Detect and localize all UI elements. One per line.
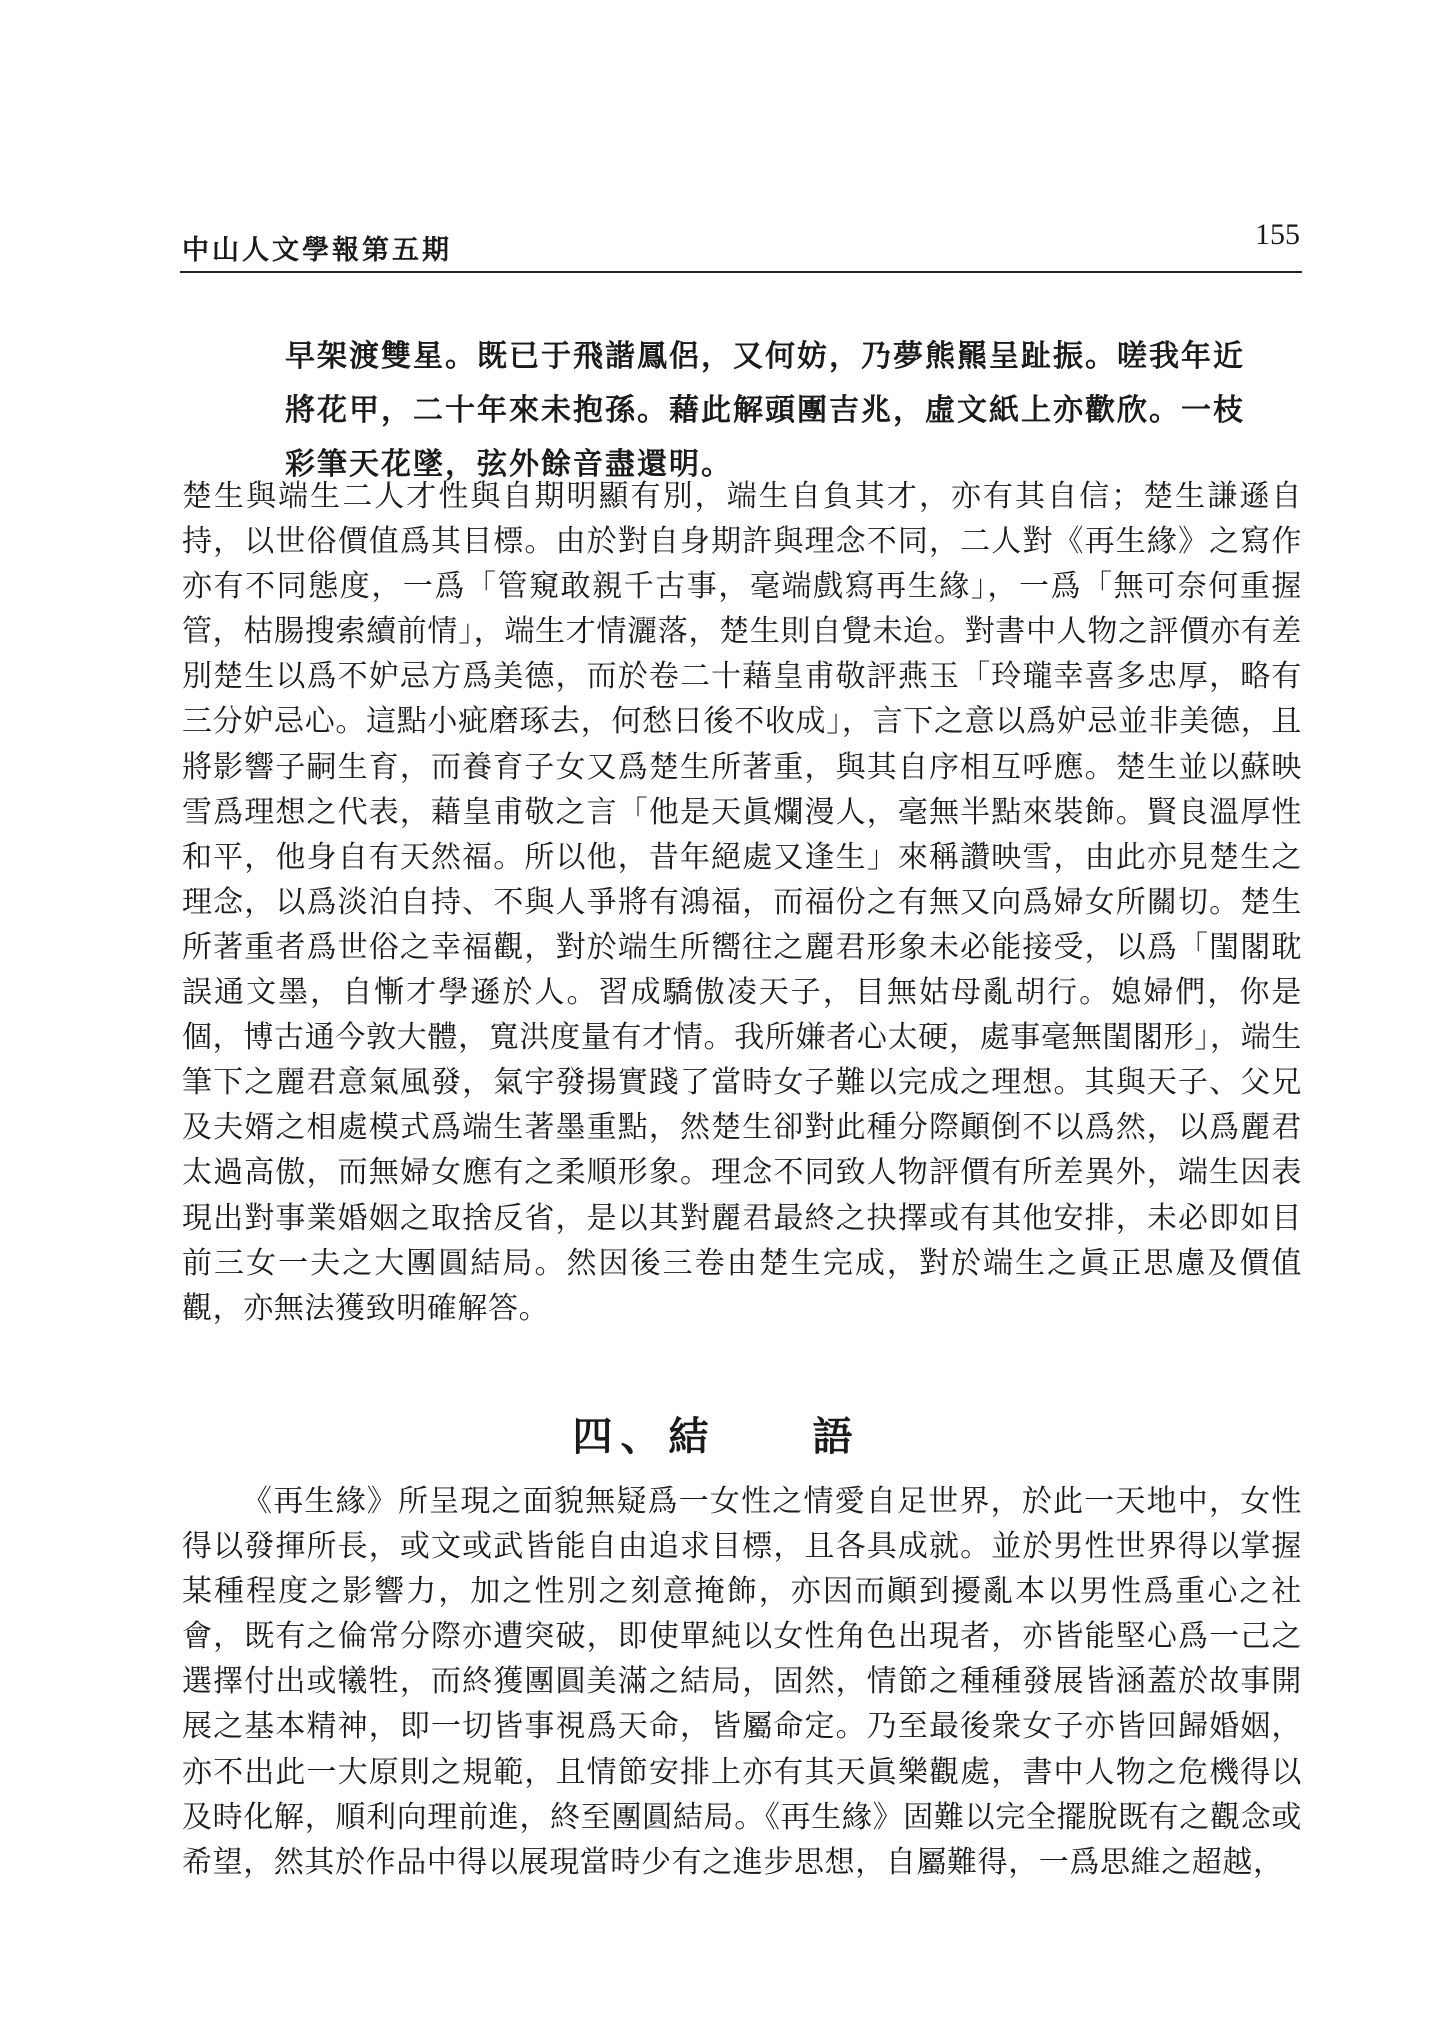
- page-number: 155: [1255, 218, 1300, 251]
- poem-line: 早架渡雙星。既已于飛諧鳳侶，又何妨，乃夢熊羆呈趾振。嗟我年近: [285, 339, 1245, 374]
- poem-line: 將花甲，二十年來未抱孫。藉此解頭團吉兆，虛文紙上亦歡欣。一枝: [285, 393, 1245, 428]
- journal-title: 中山人文學報第五期: [182, 235, 452, 266]
- body-paragraph-1: 楚生與端生二人才性與自期明顯有別，端生自負其才，亦有其自信；楚生謙遜自持，以世俗價值爲其目標。由於對自身期許與理念不同，二人對《再生緣》之寫作亦有不同態度，一爲「管窺敢親千古事，毫端戲寫再生緣」，一爲「無可奈何重握管，枯腸搜索續前情」，端生才情灑落，楚生則自覺未迨。對書中人物之評價亦有差別楚生以爲不妒忌方爲美德，而於卷二十藉皇甫敬評燕玉「玲瓏幸喜多忠厚，略有三分妒忌心。這點小疵磨琢去，何愁日後不收成」，言下之意以爲妒忌並非美德，且將影響子嗣生育，而養育子女又爲楚生所著重，與其自序相互呼應。楚生並以蘇映雪爲理想之代表，藉皇甫敬之言「他是天眞爛漫人，毫無半點來裝飾。賢良溫厚性和平，他身自有天然福。所以他，昔年絕處又逢生」來稱讚映雪，由此亦見楚生之理念，以爲淡泊自持、不與人爭將有鴻福，而福份之有無又向爲婦女所關切。楚生所著重者爲世俗之幸福觀，對於端生所嚮往之麗君形象未必能接受，以爲「閨閣耽誤通文墨，自慚才學遜於人。習成驕傲凌天子，目無姑母亂胡行。媳婦們，你是個，博古通今敦大體，寬洪度量有才情。我所嫌者心太硬，處事毫無閨閣形」，端生筆下之麗君意氣風發，氣宇發揚實踐了當時女子難以完成之理想。其與天子、父兄及夫婿之相處模式爲端生著墨重點，然楚生卻對此種分際顚倒不以爲然，以爲麗君太過高傲，而無婦女應有之柔順形象。理念不同致人物評價有所差異外，端生因表現出對事業婚姻之取捨反省，是以其對麗君最終之抉擇或有其他安排，未必即如目前三女一夫之大團圓結局。然因後三卷由楚生完成，對於端生之眞正思慮及價值觀，亦無法獲致明確解答。: [182, 479, 1302, 1326]
- body-paragraph-2: 《再生緣》所呈現之面貌無疑爲一女性之情愛自足世界，於此一天地中，女性得以發揮所長，或文或武皆能自由追求目標，且各具成就。並於男性世界得以掌握某種程度之影響力，加之性別之刻意掩飾，亦因而顚到擾亂本以男性爲重心之社會，既有之倫常分際亦遭突破，即使單純以女性角色出現者，亦皆能堅心爲一己之選擇付出或犧牲，而終獲團圓美滿之結局，固然，情節之種種發展皆涵蓋於故事開展之基本精神，即一切皆事視爲天命，皆屬命定。乃至最後衆女子亦皆回歸婚姻，亦不出此一大原則之規範，且情節安排上亦有其天眞樂觀處，書中人物之危機得以及時化解，順利向理前進，終至團圓結局。《再生緣》固難以完全擺脫既有之觀念或希望，然其於作品中得以展現當時少有之進步思想，自屬難得，一爲思維之超越，: [182, 1484, 1302, 1880]
- running-header: [182, 218, 1300, 270]
- quoted-poem: [285, 330, 1310, 492]
- header-rule: [180, 271, 1302, 273]
- section-heading: 四、結 語: [572, 1414, 861, 1460]
- poem-line: 彩筆天花墜，弦外餘音盡還明。: [285, 447, 733, 482]
